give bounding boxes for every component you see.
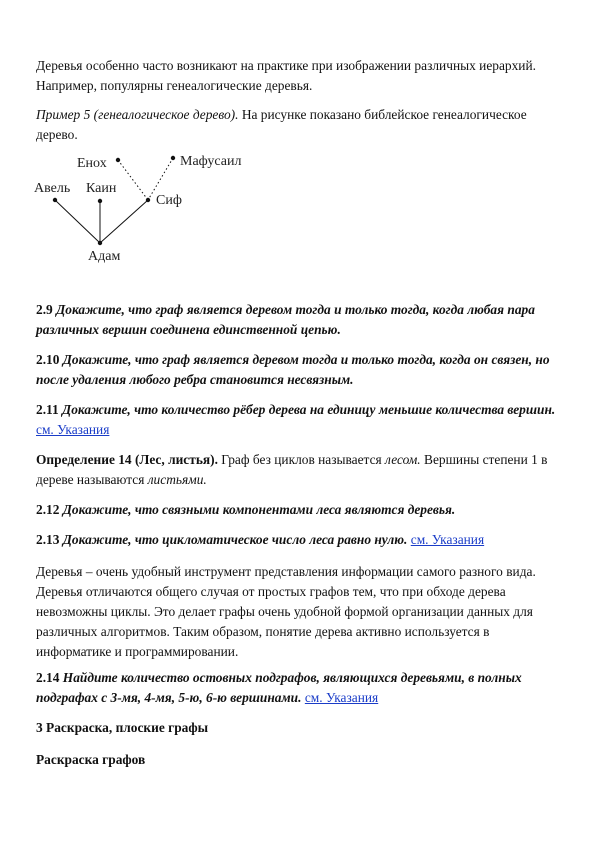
task-2-14-hint-link[interactable]: см. Указания: [304, 690, 379, 705]
task-2-11-number: 2.11: [36, 402, 59, 417]
task-2-9-number: 2.9: [36, 302, 53, 317]
task-2-10-text: Докажите, что граф является деревом тогда и только тогда, когда он связен, но после удаления любого ребра становится несвязным.: [36, 352, 550, 387]
task-2-10: [36, 350, 564, 390]
task-2-14-number: 2.14: [36, 670, 60, 685]
edge-abel-adam: [55, 200, 100, 243]
node-methuselah: [171, 156, 175, 160]
label-abel: Авель: [34, 181, 71, 196]
genealogical-tree-diagram: [30, 150, 270, 270]
example-5-paragraph: [36, 105, 564, 145]
definition-14-term-leaves: листьями.: [147, 472, 207, 487]
example-5-text: На рисунке показано библейское генеалогическое дерево.: [36, 107, 527, 142]
node-abel: [53, 198, 57, 202]
example-5-label: Пример 5 (генеалогическое дерево).: [36, 107, 239, 122]
task-2-13: [36, 530, 564, 550]
label-seth: Сиф: [156, 193, 182, 208]
task-2-12: [36, 500, 564, 520]
task-2-14: [36, 668, 564, 708]
node-seth: [146, 198, 150, 202]
task-2-9: [36, 300, 564, 340]
task-2-14-text: Найдите количество остовных подграфов, являющихся деревьями, в полных подграфах с 3-мя, 4-мя, 5-ю, 6-ю вершинами.: [36, 670, 522, 705]
task-2-12-text: Докажите, что связными компонентами леса являются деревья.: [59, 502, 456, 517]
trees-paragraph: Деревья – очень удобный инструмент представления информации самого разного вида. Деревья отличаются общего случая от простых графов тем, что при обходе дерева невозможны циклы. Это делает графы очень удобной формой организации данных для различных алгоритмов. Таким образом, понятие дерева активно используется в информатике и программировании.: [36, 564, 536, 659]
definition-14-label: Определение 14 (Лес, листья).: [36, 452, 218, 467]
task-2-11: [36, 400, 564, 440]
task-2-13-hint-link[interactable]: см. Указания: [410, 532, 485, 547]
intro-paragraph: Деревья особенно часто возникают на практике при изображении различных иерархий. Например, популярны генеалогические деревья.: [36, 58, 536, 93]
task-2-10-number: 2.10: [36, 352, 60, 367]
node-cain: [98, 199, 102, 203]
definition-14-term-forest: лесом.: [385, 452, 421, 467]
task-2-11-text: Докажите, что количество рёбер дерева на единицу меньшие количества вершин.: [58, 402, 556, 417]
definition-14-text-2: Вершины степени 1 в дереве называются: [36, 452, 548, 487]
task-2-13-number: 2.13: [36, 532, 60, 547]
edge-seth-adam: [100, 200, 148, 243]
label-methuselah: Мафусаил: [180, 154, 242, 169]
subsection-heading: Раскраска графов: [36, 752, 146, 767]
definition-14: [36, 450, 564, 490]
definition-14-text-1: Граф без циклов называется: [217, 452, 386, 467]
task-2-13-text: Докажите, что цикломатическое число леса равно нулю.: [59, 532, 408, 547]
section-3-heading: 3 Раскраска, плоские графы: [36, 720, 209, 735]
task-2-9-text: Докажите, что граф является деревом тогда и только тогда, когда любая пара различных вершин соединена единственной цепью.: [36, 302, 535, 337]
label-cain: Каин: [86, 181, 117, 196]
label-adam: Адам: [88, 249, 121, 264]
node-enoch: [116, 158, 120, 162]
label-enoch: Енох: [77, 156, 107, 171]
task-2-12-number: 2.12: [36, 502, 60, 517]
node-adam: [98, 241, 102, 245]
edge-enoch-seth: [118, 160, 148, 200]
task-2-11-hint-link[interactable]: см. Указания: [36, 422, 110, 437]
